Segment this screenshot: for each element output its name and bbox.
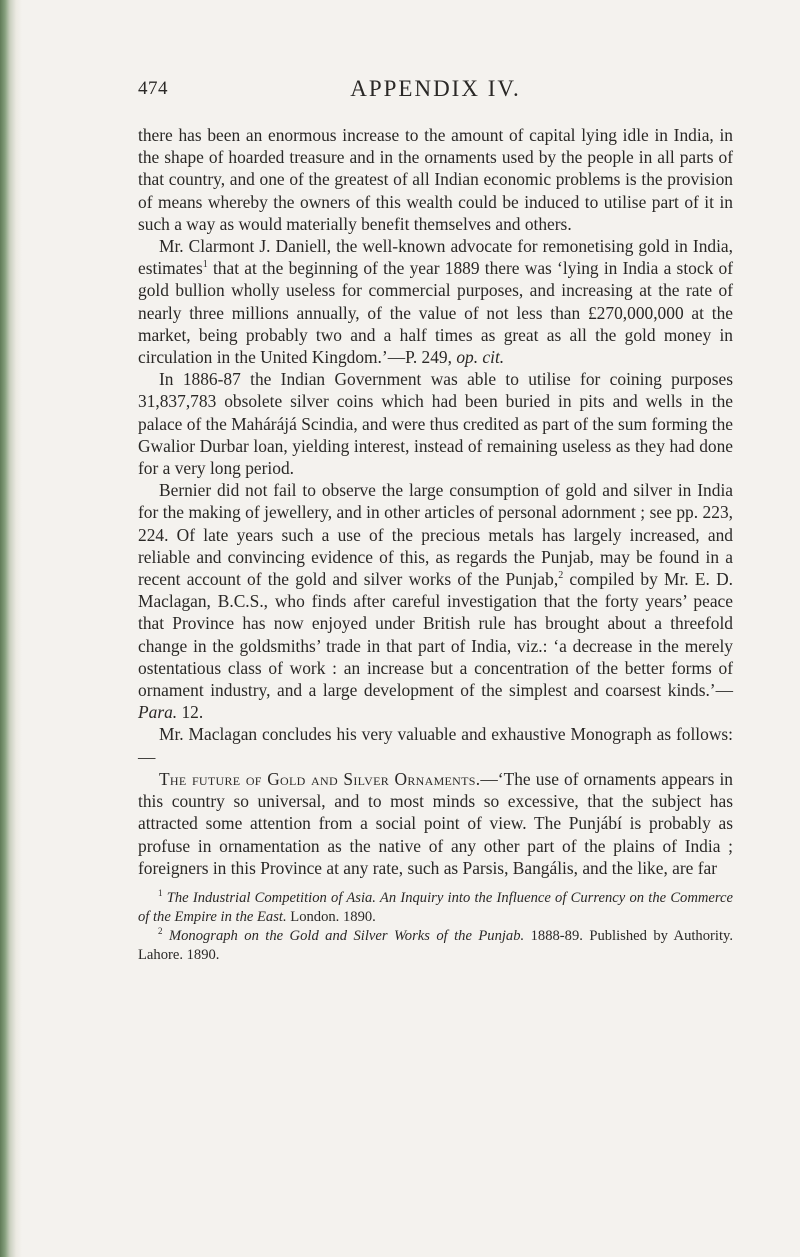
page-number: 474 [138,78,168,99]
footnote-1-details: London. 1890. [286,908,376,925]
running-head: APPENDIX IV. [350,76,521,101]
paragraph-3-text: In 1886-87 the Indian Government was able to utilise for coining purposes 31,837,783 obsolete silver coins which had been buried in pits and wells in the palace of the Mahárájá Scindia, and were thus credited as part of the sum forming the Gwalior Durbar loan, yielding interest, instead of remaining useless as they had done for a very long period. [138,369,733,479]
paragraph-2-text-b: that at the beginning of the year 1889 there was ‘lying in India a stock of gold bullion wholly useless for commercial purposes, and increasing at the rate of nearly three millions annually, of the value of not less than £270,000,000 at the market, being probably two and a half times as great as all the gold money in circulation in the United Kingdom.’—P. 249, [138,258,733,368]
paragraph-4 [138,479,733,723]
paragraph-5 [138,723,733,767]
footnote-1 [138,889,733,927]
section-heading: The future of Gold and Silver Ornaments. [159,768,481,789]
footnote-1-number: 1 [158,888,163,899]
book-page [138,74,733,965]
footnote-1-title: The Industrial Competition of Asia. An Inquiry into the Influence of Currency on the Commerce of the Empire in the East. [138,889,733,925]
paragraph-1 [138,124,733,235]
paragraph-6-text: —‘The use of ornaments appears in this country so universal, and to most minds so excessive, that the subject has attracted some attention from a social point of view. The Punjábí is probably as profuse in ornamentation as the native of any other part of the plains of India ; foreigners in this Province at any rate, such as Parsis, Bangális, and the like, are far [138,768,733,878]
footnote-ref-1[interactable]: 1 [202,259,208,271]
footnote-ref-2[interactable]: 2 [558,570,564,582]
paragraph-4-text-a: Bernier did not fail to observe the large consumption of gold and silver in India for the making of jewellery, and in other articles of personal adornment ; see pp. 223, 224. Of late years such a use of the precious metals has largely increased, and reliable and convincing evidence of this, as regards the Punjab, may be found in a recent account of the gold and silver works of the Punjab, [138,480,733,590]
book-spine-edge [0,0,22,1257]
paragraph-4-text-c: 12. [177,702,204,723]
footnote-2-details: 1888-89. Published by Authority. Lahore. 1890. [138,927,733,963]
paragraph-5-text: Mr. Maclagan concludes his very valuable and exhaustive Monograph as follows:— [138,724,733,767]
paragraph-3 [138,368,733,479]
paragraph-2 [138,235,733,368]
footnote-2 [138,927,733,965]
paragraph-1-text: there has been an enormous increase to the amount of capital lying idle in India, in the shape of hoarded treasure and in the ornaments used by the people in all parts of that country, and one of the greatest of all Indian economic problems is the provision of means whereby the owners of this wealth could be induced to utilise part of it in such a way as would materially benefit themselves and others. [138,125,733,234]
body-text [138,124,733,879]
paragraph-6 [138,768,733,879]
paragraph-4-para-ref: Para. [138,702,178,723]
footnote-2-number: 2 [158,926,163,937]
paragraph-2-text-a: Mr. Clarmont J. Daniell, the well-known advocate for remonetising gold in India, estimates [138,236,733,279]
footnote-2-title: Monograph on the Gold and Silver Works of the Punjab. [168,927,525,944]
paragraph-4-text-b: compiled by Mr. E. D. Maclagan, B.C.S., who finds after careful investigation that the forty years’ peace that Province has now enjoyed under British rule has brought about a threefold change in the goldsmiths’ trade in that part of India, viz.: ‘a decrease in the merely ostentatious class of work : an increase but a concentration of the better forms of ornament industry, and a large development of the simplest and coarsest kinds.’— [138,569,733,701]
footnotes [138,889,733,965]
paragraph-2-citation: op. cit. [456,347,505,368]
page-header [138,74,733,110]
